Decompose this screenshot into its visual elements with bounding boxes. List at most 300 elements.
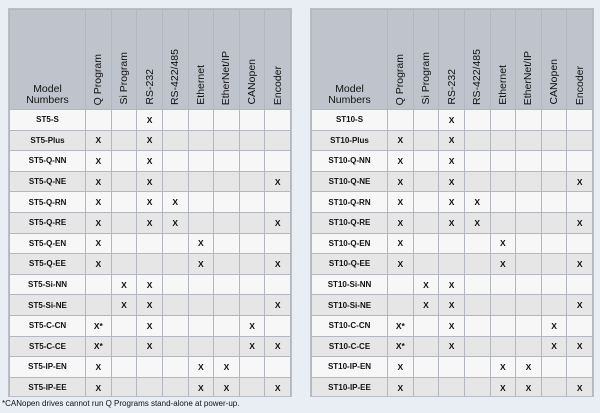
feature-mark-cell [490, 192, 516, 213]
model-number-cell: ST10-Q-RE [312, 212, 388, 233]
feature-header-label: RS-422/485 [169, 48, 182, 105]
feature-header-label: EtherNet/IP [522, 50, 535, 105]
feature-mark-cell [541, 377, 567, 397]
feature-mark-cell [541, 233, 567, 254]
feature-mark-cell [111, 212, 137, 233]
feature-mark-cell: X [137, 315, 163, 336]
feature-mark-cell [541, 295, 567, 316]
feature-mark-cell: X [137, 151, 163, 172]
feature-mark-cell [413, 336, 439, 357]
feature-mark-cell [162, 357, 188, 378]
feature-mark-cell [490, 151, 516, 172]
feature-mark-cell [265, 233, 291, 254]
feature-header [464, 10, 490, 110]
table-row [10, 274, 291, 295]
table-row [312, 315, 593, 336]
feature-header [567, 10, 593, 110]
feature-mark-cell [188, 151, 214, 172]
feature-mark-cell [265, 130, 291, 151]
feature-mark-cell [541, 171, 567, 192]
feature-header [188, 10, 214, 110]
model-number-cell: ST5-Q-RN [10, 192, 86, 213]
feature-mark-cell [188, 212, 214, 233]
left-table-panel [8, 8, 292, 397]
feature-mark-cell [111, 171, 137, 192]
feature-mark-cell: X [439, 151, 465, 172]
feature-mark-cell [265, 274, 291, 295]
feature-mark-cell [214, 110, 240, 131]
table-row [312, 171, 593, 192]
feature-mark-cell: X [516, 357, 542, 378]
feature-mark-cell [214, 192, 240, 213]
feature-mark-cell: X [439, 274, 465, 295]
st5-model-table [9, 9, 291, 397]
feature-mark-cell: X [265, 377, 291, 397]
table-row [312, 357, 593, 378]
feature-mark-cell [464, 254, 490, 275]
feature-mark-cell [162, 110, 188, 131]
feature-header-label: Si Program [419, 52, 432, 105]
feature-mark-cell: X [439, 130, 465, 151]
feature-mark-cell [86, 295, 112, 316]
feature-mark-cell [111, 315, 137, 336]
feature-header-label: Encoder [573, 65, 586, 105]
model-number-cell: ST10-S [312, 110, 388, 131]
feature-mark-cell [239, 357, 265, 378]
feature-header [490, 10, 516, 110]
feature-mark-cell: X [388, 171, 414, 192]
feature-mark-cell [239, 110, 265, 131]
feature-mark-cell: X [439, 192, 465, 213]
feature-mark-cell [214, 315, 240, 336]
feature-mark-cell [439, 377, 465, 397]
feature-mark-cell [541, 274, 567, 295]
feature-mark-cell [413, 110, 439, 131]
feature-mark-cell [388, 274, 414, 295]
feature-mark-cell [239, 151, 265, 172]
feature-mark-cell [490, 336, 516, 357]
feature-mark-cell [516, 110, 542, 131]
feature-header [111, 10, 137, 110]
feature-mark-cell [413, 254, 439, 275]
feature-mark-cell [464, 171, 490, 192]
feature-mark-cell [464, 336, 490, 357]
feature-mark-cell [162, 315, 188, 336]
feature-header-label: CANopen [246, 59, 259, 105]
feature-mark-cell: X* [86, 315, 112, 336]
feature-mark-cell [413, 130, 439, 151]
feature-mark-cell: X [86, 254, 112, 275]
feature-mark-cell [439, 233, 465, 254]
feature-header-label: Q Program [394, 53, 407, 105]
table-row [312, 130, 593, 151]
feature-mark-cell: X [567, 254, 593, 275]
feature-mark-cell [516, 336, 542, 357]
table-row [312, 212, 593, 233]
model-numbers-header [312, 10, 388, 110]
feature-mark-cell: X [567, 377, 593, 397]
feature-header-label: Ethernet [496, 65, 509, 105]
feature-mark-cell: X [86, 130, 112, 151]
table-body [10, 110, 291, 398]
feature-mark-cell [214, 171, 240, 192]
feature-mark-cell [516, 233, 542, 254]
feature-mark-cell [162, 171, 188, 192]
feature-mark-cell: X [439, 315, 465, 336]
feature-mark-cell: X [265, 171, 291, 192]
feature-mark-cell [214, 130, 240, 151]
feature-mark-cell: X [388, 130, 414, 151]
model-number-cell: ST10-IP-EN [312, 357, 388, 378]
table-row [312, 151, 593, 172]
feature-mark-cell [111, 130, 137, 151]
feature-mark-cell [464, 295, 490, 316]
table-row [10, 254, 291, 275]
feature-mark-cell [162, 254, 188, 275]
feature-mark-cell [516, 295, 542, 316]
feature-mark-cell [239, 295, 265, 316]
feature-mark-cell [516, 192, 542, 213]
feature-mark-cell [516, 315, 542, 336]
feature-mark-cell: X [388, 233, 414, 254]
feature-mark-cell: X [86, 233, 112, 254]
feature-mark-cell [541, 192, 567, 213]
feature-mark-cell [239, 274, 265, 295]
table-row [10, 377, 291, 397]
feature-mark-cell: X [86, 377, 112, 397]
model-number-cell: ST10-Q-NN [312, 151, 388, 172]
feature-mark-cell: X [439, 295, 465, 316]
feature-mark-cell [464, 274, 490, 295]
model-number-cell: ST10-Q-EE [312, 254, 388, 275]
feature-mark-cell: X [137, 192, 163, 213]
feature-mark-cell [464, 110, 490, 131]
feature-mark-cell [111, 151, 137, 172]
feature-mark-cell: X [567, 295, 593, 316]
model-number-cell: ST5-Si-NN [10, 274, 86, 295]
feature-mark-cell [490, 295, 516, 316]
table-row [10, 171, 291, 192]
feature-mark-cell: X [439, 171, 465, 192]
feature-mark-cell [413, 377, 439, 397]
feature-mark-cell [188, 130, 214, 151]
feature-mark-cell: X [541, 315, 567, 336]
feature-header [86, 10, 112, 110]
feature-mark-cell [265, 357, 291, 378]
model-number-cell: ST10-Q-RN [312, 192, 388, 213]
feature-mark-cell [464, 315, 490, 336]
feature-mark-cell: X [137, 171, 163, 192]
feature-mark-cell: X [137, 212, 163, 233]
feature-mark-cell: X [516, 377, 542, 397]
model-header-line: Numbers [328, 94, 371, 106]
feature-mark-cell [188, 315, 214, 336]
feature-mark-cell [239, 130, 265, 151]
feature-mark-cell: X [388, 192, 414, 213]
feature-mark-cell: X [239, 336, 265, 357]
feature-mark-cell [541, 130, 567, 151]
feature-mark-cell [162, 336, 188, 357]
feature-mark-cell [188, 295, 214, 316]
table-row [312, 254, 593, 275]
right-table-panel [310, 8, 594, 397]
feature-mark-cell: X [111, 295, 137, 316]
feature-mark-cell [265, 110, 291, 131]
feature-mark-cell: X [137, 295, 163, 316]
feature-mark-cell [214, 151, 240, 172]
feature-mark-cell [86, 110, 112, 131]
feature-mark-cell: X [439, 110, 465, 131]
feature-mark-cell: X [86, 357, 112, 378]
feature-mark-cell [413, 315, 439, 336]
feature-mark-cell [516, 171, 542, 192]
feature-header-label: RS-232 [445, 69, 458, 105]
model-number-cell: ST5-Q-RE [10, 212, 86, 233]
model-number-cell: ST10-Q-EN [312, 233, 388, 254]
feature-mark-cell: X [413, 295, 439, 316]
feature-mark-cell: X [439, 212, 465, 233]
feature-mark-cell [162, 151, 188, 172]
feature-mark-cell [86, 274, 112, 295]
feature-mark-cell [111, 254, 137, 275]
table-row [10, 130, 291, 151]
feature-header-label: RS-422/485 [471, 48, 484, 105]
table-row [10, 151, 291, 172]
table-row [312, 274, 593, 295]
feature-mark-cell [490, 130, 516, 151]
model-number-cell: ST10-Q-NE [312, 171, 388, 192]
feature-mark-cell: X [413, 274, 439, 295]
feature-mark-cell [239, 192, 265, 213]
feature-mark-cell [111, 233, 137, 254]
feature-mark-cell [516, 212, 542, 233]
feature-mark-cell [567, 192, 593, 213]
model-number-cell: ST5-C-CE [10, 336, 86, 357]
feature-header [413, 10, 439, 110]
model-number-cell: ST5-Q-NE [10, 171, 86, 192]
feature-mark-cell [162, 233, 188, 254]
feature-mark-cell [516, 254, 542, 275]
feature-mark-cell [111, 110, 137, 131]
table-body [312, 110, 593, 398]
feature-header [214, 10, 240, 110]
feature-mark-cell: X [388, 377, 414, 397]
feature-mark-cell: X [490, 357, 516, 378]
model-number-cell: ST10-C-CN [312, 315, 388, 336]
feature-mark-cell [490, 315, 516, 336]
feature-mark-cell [188, 274, 214, 295]
feature-mark-cell [111, 357, 137, 378]
feature-mark-cell [516, 274, 542, 295]
feature-mark-cell [541, 110, 567, 131]
feature-mark-cell: X [162, 212, 188, 233]
feature-mark-cell [239, 254, 265, 275]
feature-mark-cell [464, 130, 490, 151]
feature-mark-cell [413, 357, 439, 378]
table-row [10, 192, 291, 213]
feature-mark-cell [413, 212, 439, 233]
feature-mark-cell: X [188, 233, 214, 254]
feature-mark-cell: X [388, 212, 414, 233]
feature-mark-cell: X [439, 336, 465, 357]
feature-mark-cell [516, 130, 542, 151]
model-numbers-header [10, 10, 86, 110]
feature-mark-cell [464, 357, 490, 378]
feature-mark-cell [541, 212, 567, 233]
feature-mark-cell: X [541, 336, 567, 357]
feature-mark-cell [214, 233, 240, 254]
feature-mark-cell [413, 192, 439, 213]
feature-mark-cell: X [388, 357, 414, 378]
model-number-cell: ST5-Q-EN [10, 233, 86, 254]
feature-mark-cell [214, 254, 240, 275]
feature-mark-cell [214, 295, 240, 316]
header-row [10, 10, 291, 110]
feature-mark-cell: X [214, 377, 240, 397]
feature-mark-cell [464, 377, 490, 397]
feature-mark-cell [162, 295, 188, 316]
feature-header [388, 10, 414, 110]
feature-mark-cell [239, 233, 265, 254]
feature-mark-cell [439, 357, 465, 378]
feature-mark-cell: X [490, 233, 516, 254]
feature-mark-cell [162, 130, 188, 151]
feature-mark-cell [567, 274, 593, 295]
model-header-line: Model [335, 83, 364, 95]
feature-mark-cell: X [567, 336, 593, 357]
feature-header-label: EtherNet/IP [220, 50, 233, 105]
feature-mark-cell [516, 151, 542, 172]
feature-mark-cell [567, 233, 593, 254]
table-row [10, 336, 291, 357]
model-number-cell: ST10-Plus [312, 130, 388, 151]
model-header-line: Numbers [26, 94, 69, 106]
feature-mark-cell: X [265, 295, 291, 316]
table-row [10, 357, 291, 378]
table-row [10, 212, 291, 233]
feature-mark-cell: X [137, 130, 163, 151]
feature-mark-cell [439, 254, 465, 275]
feature-mark-cell [239, 171, 265, 192]
feature-mark-cell: X [265, 336, 291, 357]
feature-mark-cell [490, 212, 516, 233]
table-row [312, 336, 593, 357]
table-row [312, 233, 593, 254]
table-row [10, 295, 291, 316]
feature-header [516, 10, 542, 110]
feature-mark-cell [137, 377, 163, 397]
feature-mark-cell: X [86, 212, 112, 233]
feature-header-label: Si Program [117, 52, 130, 105]
feature-mark-cell: X [464, 212, 490, 233]
feature-mark-cell: X [111, 274, 137, 295]
feature-mark-cell [265, 192, 291, 213]
table-row [312, 110, 593, 131]
feature-mark-cell: X [188, 377, 214, 397]
model-number-cell: ST5-Q-EE [10, 254, 86, 275]
table-row [312, 192, 593, 213]
feature-mark-cell [490, 171, 516, 192]
table-row [10, 110, 291, 131]
feature-mark-cell: X [567, 212, 593, 233]
feature-mark-cell: X [137, 274, 163, 295]
feature-mark-cell [111, 377, 137, 397]
feature-mark-cell [188, 192, 214, 213]
feature-mark-cell [490, 274, 516, 295]
footnote: *CANopen drives cannot run Q Programs stand-alone at power-up. [2, 399, 240, 408]
feature-mark-cell: X [388, 151, 414, 172]
feature-mark-cell: X [188, 357, 214, 378]
feature-mark-cell: X [188, 254, 214, 275]
feature-mark-cell [567, 151, 593, 172]
feature-mark-cell [413, 171, 439, 192]
feature-mark-cell [188, 171, 214, 192]
feature-mark-cell: X [86, 151, 112, 172]
feature-mark-cell: X [86, 171, 112, 192]
feature-header [239, 10, 265, 110]
feature-mark-cell [388, 295, 414, 316]
feature-mark-cell [111, 192, 137, 213]
feature-mark-cell [214, 274, 240, 295]
feature-mark-cell [137, 357, 163, 378]
feature-mark-cell: X [464, 192, 490, 213]
feature-mark-cell [137, 233, 163, 254]
feature-mark-cell [111, 336, 137, 357]
feature-mark-cell [541, 151, 567, 172]
feature-mark-cell: X [239, 315, 265, 336]
feature-mark-cell: X [567, 171, 593, 192]
feature-mark-cell [464, 233, 490, 254]
model-number-cell: ST5-Plus [10, 130, 86, 151]
feature-mark-cell [490, 110, 516, 131]
feature-mark-cell: X* [388, 315, 414, 336]
model-number-cell: ST10-IP-EE [312, 377, 388, 397]
table-row [10, 315, 291, 336]
table-row [10, 233, 291, 254]
table-row [312, 377, 593, 397]
feature-header [137, 10, 163, 110]
feature-mark-cell: X [490, 254, 516, 275]
feature-mark-cell: X [137, 110, 163, 131]
feature-mark-cell [188, 336, 214, 357]
feature-header-label: Q Program [92, 53, 105, 105]
feature-mark-cell [541, 254, 567, 275]
feature-mark-cell [413, 233, 439, 254]
feature-header [541, 10, 567, 110]
feature-mark-cell [567, 130, 593, 151]
model-number-cell: ST10-C-CE [312, 336, 388, 357]
feature-mark-cell [567, 357, 593, 378]
table-row [312, 295, 593, 316]
feature-mark-cell: X* [86, 336, 112, 357]
feature-mark-cell [388, 110, 414, 131]
feature-mark-cell: X [162, 192, 188, 213]
feature-mark-cell: X [490, 377, 516, 397]
feature-mark-cell [464, 151, 490, 172]
model-number-cell: ST5-Si-NE [10, 295, 86, 316]
model-number-cell: ST5-C-CN [10, 315, 86, 336]
model-number-cell: ST10-Si-NN [312, 274, 388, 295]
model-number-cell: ST5-IP-EE [10, 377, 86, 397]
feature-mark-cell [413, 151, 439, 172]
feature-mark-cell [239, 377, 265, 397]
feature-header-label: Ethernet [194, 65, 207, 105]
feature-mark-cell [188, 110, 214, 131]
feature-mark-cell [265, 315, 291, 336]
feature-header-label: Encoder [271, 65, 284, 105]
feature-header-label: RS-232 [143, 69, 156, 105]
feature-mark-cell [567, 110, 593, 131]
